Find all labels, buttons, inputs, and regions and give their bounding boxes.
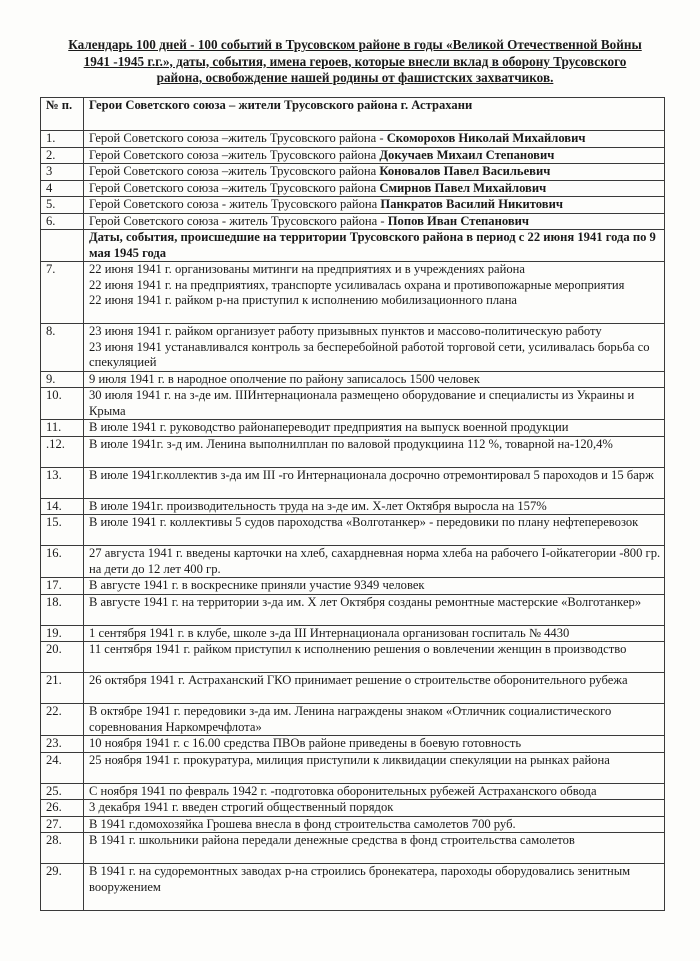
row-number: 14. — [41, 498, 84, 515]
events-header: Даты, события, происшедшие на территории Трусовского района в период с 22 июня 1941 года по 9 мая 1945 года — [84, 230, 665, 262]
row-number: 13. — [41, 467, 84, 498]
event-row — [41, 436, 665, 467]
event-text: В июле 1941г. з-д им. Ленина выполнилплан по валовой продукциина 112 %, товарной на-120,4% — [84, 436, 665, 467]
row-number: 3 — [41, 164, 84, 181]
event-text: 27 августа 1941 г. введены карточки на хлеб, сахардневная норма хлеба на рабочего I-ойкатегории -800 гр. на дети до 12 лет 400 гр. — [84, 546, 665, 578]
event-row — [41, 625, 665, 642]
hero-prefix: Герой Советского союза –житель Трусовского района — [89, 180, 380, 195]
hero-prefix: Герой Советского союза - житель Трусовского района — [89, 197, 381, 211]
event-text: В 1941 г. школьники района передали денежные средства в фонд строительства самолетов — [84, 833, 665, 864]
hero-cell — [84, 164, 665, 181]
event-row — [41, 752, 665, 783]
empty-num-cell — [41, 230, 84, 262]
event-text: В 1941 г.домохозяйка Грошева внесла в фонд строительства самолетов 700 руб. — [84, 816, 665, 833]
row-number: 8. — [41, 324, 84, 372]
row-number: 21. — [41, 673, 84, 704]
event-text: В августе 1941 г. на территории з-да им. Х лет Октября созданы ремонтные мастерские «Волготанкер» — [84, 594, 665, 625]
row-number: 1. — [41, 131, 84, 148]
hero-name: Панкратов Василий Никитович — [380, 197, 563, 211]
event-row — [41, 783, 665, 800]
hero-cell — [84, 131, 665, 148]
event-text: В июле 1941г.коллектив з-да им III -го Интернационала досрочно отремонтировал 5 пароходов и 15 барж — [84, 467, 665, 498]
row-number: 7. — [41, 262, 84, 324]
heroes-header: Герои Советского союза – жители Трусовского района г. Астрахани — [84, 98, 665, 131]
event-row — [41, 864, 665, 911]
event-text: 1 сентября 1941 г. в клубе, школе з-да III Интернационала организован госпиталь № 4430 — [84, 625, 665, 642]
row-number: 15. — [41, 515, 84, 546]
event-row — [41, 578, 665, 595]
event-row — [41, 642, 665, 673]
row-number: 23. — [41, 736, 84, 753]
event-row — [41, 262, 665, 324]
event-row — [41, 498, 665, 515]
row-number: 11. — [41, 420, 84, 437]
header-row — [41, 98, 665, 131]
events-table — [40, 97, 665, 911]
event-text: 23 июня 1941 г. райком организует работу призывных пунктов и массово-политическую работу 23 июня 1941 устанавливался контроль за бесперебойной работой торговой сети, усиливалась борьба со спекуляцией — [84, 324, 665, 372]
row-number: .12. — [41, 436, 84, 467]
row-number: 2. — [41, 147, 84, 164]
event-row — [41, 833, 665, 864]
event-text: 22 июня 1941 г. организованы митинги на предприятиях и в учреждениях района 22 июня 1941 г. на предприятиях, транспорте усиливалась охрана и противопожарные мероприятия 22 июня 1941 г. райком р-на приступил к исполнению мобилизационного плана — [84, 262, 665, 324]
row-number: 20. — [41, 642, 84, 673]
event-text: В июле 1941г. производительность труда на з-де им. Х-лет Октября выросла на 157% — [84, 498, 665, 515]
event-row — [41, 420, 665, 437]
row-number: 24. — [41, 752, 84, 783]
row-number: 9. — [41, 371, 84, 388]
row-number: 22. — [41, 704, 84, 736]
event-row — [41, 515, 665, 546]
row-number: 17. — [41, 578, 84, 595]
hero-cell — [84, 213, 665, 230]
event-text: 3 декабря 1941 г. введен строгий общественный порядок — [84, 800, 665, 817]
document-title: Календарь 100 дней - 100 событий в Трусовском районе в годы «Великой Отечественной Войны 1941 -1945 г.г.», даты, события, имена героев, которые внесли вклад в оборону Трусовского района, освобождение нашей родины от фашистских захватчиков. — [68, 37, 642, 85]
num-header: № п. — [41, 98, 84, 131]
event-text: 25 ноября 1941 г. прокуратура, милиция приступили к ликвидации спекуляции на рынках района — [84, 752, 665, 783]
row-number: 28. — [41, 833, 84, 864]
event-row — [41, 816, 665, 833]
event-text: В июле 1941 г. коллективы 5 судов пароходства «Волготанкер» - передовики по плану нефтеперевозок — [84, 515, 665, 546]
hero-name: Докучаев Михаил Степанович — [379, 147, 555, 162]
event-text: В августе 1941 г. в воскреснике приняли участие 9349 человек — [84, 578, 665, 595]
event-row — [41, 594, 665, 625]
hero-prefix: Герой Советского союза –житель Трусовского района — [89, 164, 380, 178]
hero-cell — [84, 197, 665, 214]
hero-name: Коновалов Павел Васильевич — [379, 164, 551, 178]
event-text: С ноября 1941 по февраль 1942 г. -подготовка оборонительных рубежей Астраханского обвода — [84, 783, 665, 800]
event-text: 10 ноября 1941 г. с 16.00 средства ПВОв районе приведены в боевую готовность — [84, 736, 665, 753]
event-row — [41, 736, 665, 753]
event-row — [41, 371, 665, 388]
event-text: 9 июля 1941 г. в народное ополчение по району записалось 1500 человек — [84, 371, 665, 388]
row-number: 27. — [41, 816, 84, 833]
event-text: 11 сентября 1941 г. райком приступил к исполнению решения о вовлечении женщин в производство — [84, 642, 665, 673]
event-row — [41, 704, 665, 736]
hero-row — [41, 213, 665, 230]
row-number: 16. — [41, 546, 84, 578]
event-text: В октябре 1941 г. передовики з-да им. Ленина награждены знаком «Отличник социалистического соревнования Наркомречфлота» — [84, 704, 665, 736]
row-number: 6. — [41, 213, 84, 230]
event-row — [41, 388, 665, 420]
hero-row — [41, 131, 665, 148]
row-number: 5. — [41, 197, 84, 214]
row-number: 19. — [41, 625, 84, 642]
row-number: 4 — [41, 180, 84, 197]
event-text: 26 октября 1941 г. Астраханский ГКО принимает решение о строительстве оборонительного рубежа — [84, 673, 665, 704]
row-number: 10. — [41, 388, 84, 420]
hero-cell — [84, 180, 665, 197]
event-text: 30 июля 1941 г. на з-де им. IIIИнтернационала размещено оборудование и специалисты из Украины и Крыма — [84, 388, 665, 420]
event-row — [41, 324, 665, 372]
hero-prefix: Герой Советского союза –житель Трусовского района - — [89, 131, 387, 145]
hero-row — [41, 164, 665, 181]
event-text: В июле 1941 г. руководство районапереводит предприятия на выпуск военной продукции — [84, 420, 665, 437]
event-row — [41, 673, 665, 704]
hero-row — [41, 147, 665, 164]
hero-name: Смирнов Павел Михайлович — [379, 180, 547, 195]
event-row — [41, 546, 665, 578]
row-number: 26. — [41, 800, 84, 817]
row-number: 25. — [41, 783, 84, 800]
hero-name: Скоморохов Николай Михайлович — [386, 131, 586, 145]
row-number: 18. — [41, 594, 84, 625]
hero-cell — [84, 147, 665, 164]
event-row — [41, 800, 665, 817]
hero-name: Попов Иван Степанович — [387, 213, 529, 228]
hero-row — [41, 197, 665, 214]
event-text: В 1941 г. на судоремонтных заводах р-на строились бронекатера, пароходы оборудовались зенитным вооружением — [84, 864, 665, 911]
table-body — [41, 98, 665, 911]
hero-row — [41, 180, 665, 197]
event-row — [41, 467, 665, 498]
events-header-row — [41, 230, 665, 262]
row-number: 29. — [41, 864, 84, 911]
hero-prefix: Герой Советского союза –житель Трусовского района — [89, 147, 380, 162]
hero-prefix: Герой Советского союза - житель Трусовского района - — [89, 213, 388, 228]
